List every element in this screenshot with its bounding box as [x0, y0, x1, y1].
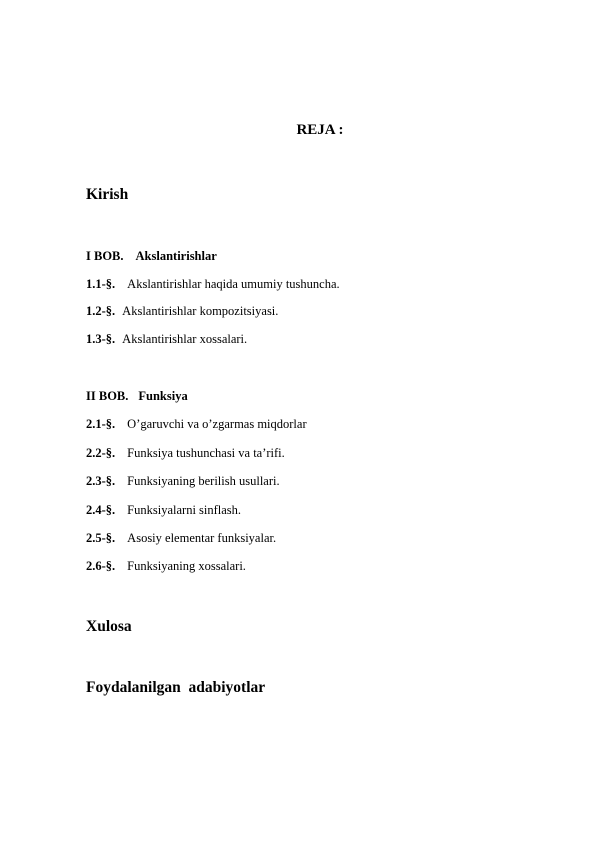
section-title: Akslantirishlar kompozitsiyasi.: [122, 304, 279, 318]
toc-section: [86, 474, 280, 489]
section-number: 1.3-§.: [86, 332, 116, 346]
section-number: 1.2-§.: [86, 304, 116, 318]
toc-section: [86, 332, 247, 347]
intro-heading: Kirish: [86, 186, 129, 203]
section-title: Funksiyaning xossalari.: [127, 559, 246, 573]
toc-section: [86, 503, 241, 518]
toc-section: [86, 304, 278, 319]
chapter-2-label: II BOB.: [86, 389, 129, 403]
section-title: Funksiyalarni sinflash.: [127, 503, 242, 517]
section-number: 2.1-§.: [86, 417, 116, 431]
references-heading: Foydalanilgan adabiyotlar: [86, 679, 266, 696]
section-title: O’garuvchi va o’zgarmas miqdorlar: [127, 417, 307, 431]
section-title: Funksiya tushunchasi va ta’rifi.: [127, 446, 285, 460]
conclusion-heading: Xulosa: [86, 618, 132, 635]
section-number: 2.5-§.: [86, 531, 116, 545]
section-title: Funksiyaning berilish usullari.: [127, 474, 280, 488]
chapter-1-label: I BOB.: [86, 249, 124, 263]
page-title: REJA :: [296, 122, 344, 138]
section-title: Akslantirishlar xossalari.: [122, 332, 248, 346]
toc-section: [86, 417, 307, 432]
section-number: 2.2-§.: [86, 446, 116, 460]
toc-section: [86, 531, 276, 546]
section-number: 2.4-§.: [86, 503, 116, 517]
chapter-2-heading: [86, 389, 188, 404]
toc-section: [86, 446, 285, 461]
toc-section: [86, 559, 246, 574]
section-title: Asosiy elementar funksiyalar.: [127, 531, 277, 545]
section-number: 2.3-§.: [86, 474, 116, 488]
section-number: 2.6-§.: [86, 559, 116, 573]
section-number: 1.1-§.: [86, 277, 116, 291]
chapter-1-name: Akslantirishlar: [135, 249, 217, 263]
chapter-1-heading: [86, 249, 217, 264]
section-title: Akslantirishlar haqida umumiy tushuncha.: [127, 277, 340, 291]
chapter-2-name: Funksiya: [138, 389, 188, 403]
toc-section: [86, 277, 340, 292]
